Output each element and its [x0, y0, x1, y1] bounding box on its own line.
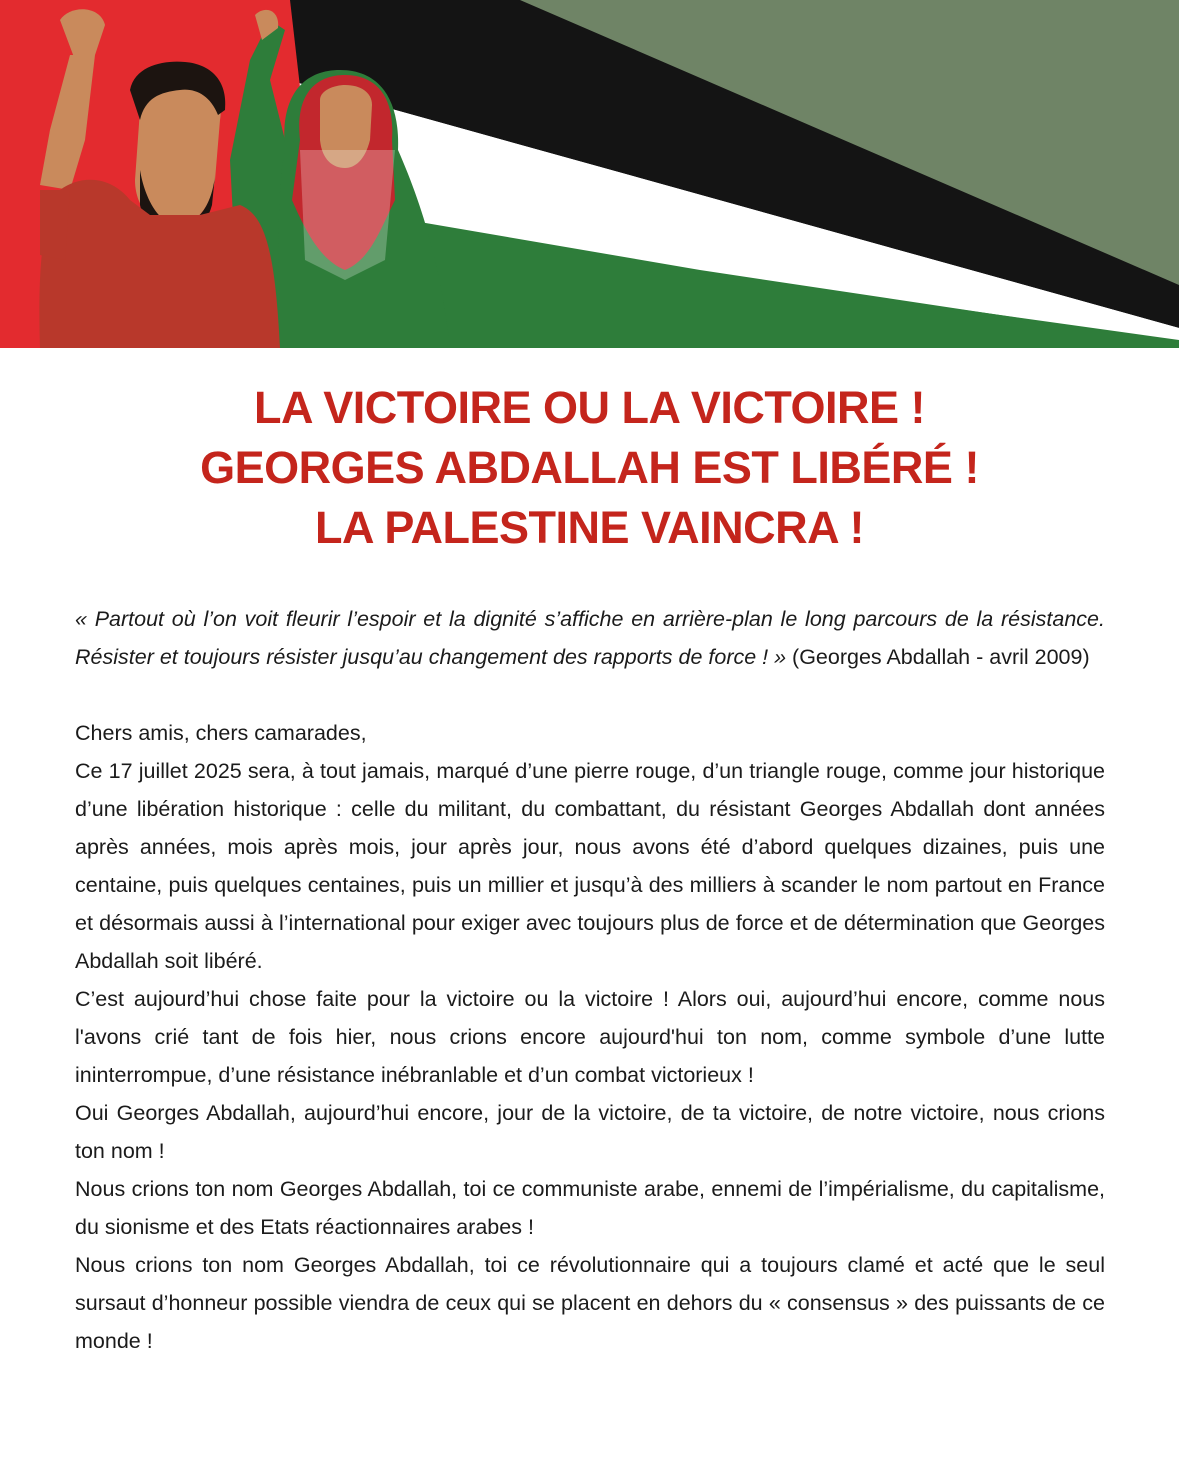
paragraph-5: Nous crions ton nom Georges Abdallah, toi ce révolutionnaire qui a toujours clamé et acté que le seul sursaut d’honneur possible viendra de ceux qui se placent en dehors du « consensus » des puissants de ce monde !	[75, 1253, 1105, 1353]
headline-line-3: LA PALESTINE VAINCRA !	[315, 502, 864, 553]
headline	[0, 378, 1179, 558]
headline-line-2: GEORGES ABDALLAH EST LIBÉRÉ !	[200, 442, 979, 493]
article-body	[75, 600, 1105, 1360]
paragraph-4: Nous crions ton nom Georges Abdallah, toi ce communiste arabe, ennemi de l’impérialisme, du capitalisme, du sionisme et des Etats réactionnaires arabes !	[75, 1177, 1105, 1239]
quote-attribution: (Georges Abdallah - avril 2009)	[786, 645, 1090, 669]
headline-line-1: LA VICTOIRE OU LA VICTOIRE !	[253, 382, 926, 433]
quote-paragraph	[75, 600, 1105, 676]
greeting: Chers amis, chers camarades,	[75, 721, 367, 745]
paragraph-1: Ce 17 juillet 2025 sera, à tout jamais, marqué d’une pierre rouge, d’un triangle rouge, comme jour historique d’une libération historique : celle du militant, du combattant, du résistant Georges Abdallah dont années après années, mois après mois, jour après jour, nous avons été d’abord quelques dizaines, puis une centaine, puis quelques centaines, puis un millier et jusqu’à des milliers à scander le nom partout en France et désormais aussi à l’international pour exiger avec toujours plus de force et de détermination que Georges Abdallah soit libéré.	[75, 759, 1105, 973]
quote-text: « Partout où l’on voit fleurir l’espoir et la dignité s’affiche en arrière-plan le long parcours de la résistance. Résister et toujours résister jusqu’au changement des rapports de force ! »	[75, 607, 1105, 669]
paragraph-3: Oui Georges Abdallah, aujourd’hui encore, jour de la victoire, de ta victoire, de notre victoire, nous crions ton nom !	[75, 1101, 1105, 1163]
paragraph-2: C’est aujourd’hui chose faite pour la victoire ou la victoire ! Alors oui, aujourd’hui encore, comme nous l'avons crié tant de fois hier, nous crions encore aujourd'hui ton nom, comme symbole d’une lutte ininterrompue, d’une résistance inébranlable et d’un combat victorieux !	[75, 987, 1105, 1087]
banner-illustration	[0, 0, 1179, 348]
